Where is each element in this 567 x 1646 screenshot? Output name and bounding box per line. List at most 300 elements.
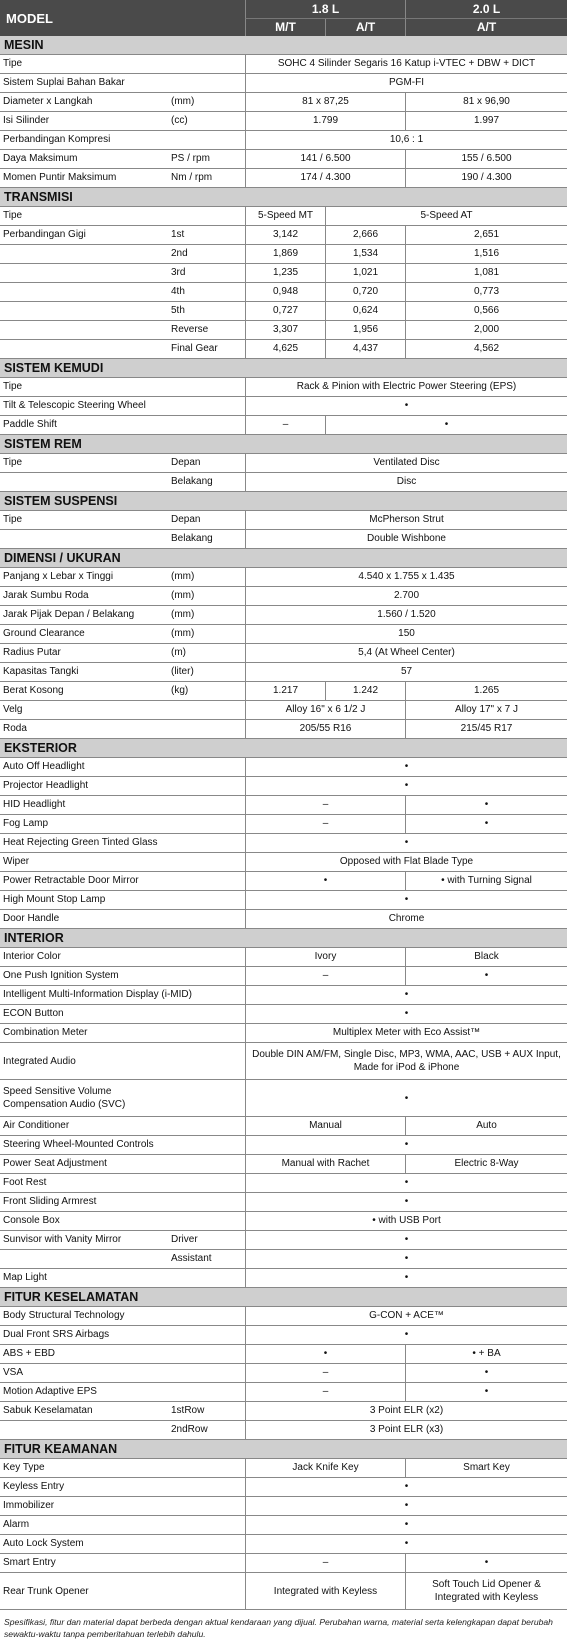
spec-unit [168, 1136, 245, 1154]
spec-unit [168, 891, 245, 909]
spec-label: Kapasitas Tangki [3, 666, 79, 677]
spec-value: 3,142 [245, 226, 325, 244]
spec-label: VSA [3, 1367, 24, 1378]
spec-label [0, 321, 168, 339]
model-header: MODEL [6, 10, 53, 26]
spec-label: Tipe [3, 514, 23, 525]
spec-unit [168, 1497, 245, 1515]
spec-label: Tipe [3, 381, 23, 392]
spec-unit: 4th [171, 286, 185, 297]
spec-unit [168, 1080, 245, 1116]
spec-value: 4,625 [245, 340, 325, 358]
spec-value: • [405, 796, 567, 814]
spec-label: Tipe [3, 58, 23, 69]
spec-value: • [245, 1174, 567, 1192]
spec-unit: Belakang [171, 476, 213, 487]
spec-unit [168, 1043, 245, 1079]
spec-row [0, 986, 567, 1005]
section-title: SISTEM SUSPENSI [0, 492, 567, 511]
spec-unit: 1stRow [171, 1405, 205, 1416]
spec-value: 1.242 [325, 682, 405, 700]
spec-row [0, 1212, 567, 1231]
spec-value: • [245, 986, 567, 1004]
spec-unit: PS / rpm [171, 153, 210, 164]
spec-label: Ground Clearance [3, 628, 85, 639]
spec-row [0, 1535, 567, 1554]
spec-label: Motion Adaptive EPS [3, 1386, 97, 1397]
spec-row [0, 1459, 567, 1478]
spec-value: 1,956 [325, 321, 405, 339]
spec-row [0, 1402, 567, 1421]
spec-row [0, 264, 567, 283]
spec-unit: (mm) [171, 571, 195, 582]
spec-value: 4.540 x 1.755 x 1.435 [245, 568, 567, 586]
spec-value: 1.997 [405, 112, 567, 130]
spec-unit [168, 416, 245, 434]
spec-value: • [245, 1080, 567, 1116]
spec-unit: 2nd [171, 248, 188, 259]
spec-value: 5-Speed AT [325, 207, 567, 225]
spec-value: 4,562 [405, 340, 567, 358]
spec-row [0, 1554, 567, 1573]
spec-value: • [405, 1364, 567, 1382]
spec-label: Rear Trunk Opener [3, 1585, 89, 1597]
spec-value: Manual [245, 1117, 405, 1135]
spec-label: Fog Lamp [3, 818, 49, 829]
spec-label: Isi Silinder [3, 115, 50, 126]
spec-value: 5,4 (At Wheel Center) [245, 644, 567, 662]
spec-value: 4,437 [325, 340, 405, 358]
spec-row [0, 416, 567, 435]
spec-row [0, 226, 567, 245]
spec-unit: Assistant [171, 1253, 212, 1264]
spec-label: Body Structural Technology [3, 1310, 125, 1321]
spec-row [0, 1478, 567, 1497]
spec-row [0, 644, 567, 663]
spec-label: Auto Lock System [3, 1538, 84, 1549]
spec-unit: Final Gear [171, 343, 218, 354]
spec-value: 1,235 [245, 264, 325, 282]
spec-value: G-CON + ACE™ [245, 1307, 567, 1325]
spec-row [0, 1516, 567, 1535]
spec-value: – [245, 1364, 405, 1382]
spec-label: Alarm [3, 1519, 30, 1530]
spec-label: Foot Rest [3, 1177, 47, 1188]
spec-unit [168, 1364, 245, 1382]
spec-unit: Depan [171, 514, 201, 525]
spec-row [0, 872, 567, 891]
spec-row [0, 910, 567, 929]
spec-row [0, 1043, 567, 1080]
spec-value: • [245, 397, 567, 415]
spec-row [0, 511, 567, 530]
spec-unit: (m) [171, 647, 186, 658]
engine-18-header: 1.8 L [245, 0, 405, 19]
spec-value: Ivory [245, 948, 405, 966]
spec-label: One Push Ignition System [3, 970, 119, 981]
spec-row [0, 1497, 567, 1516]
spec-label [0, 302, 168, 320]
spec-unit [168, 910, 245, 928]
spec-unit: (mm) [171, 609, 195, 620]
spec-row [0, 1136, 567, 1155]
spec-value: 1,516 [405, 245, 567, 263]
spec-value: • [245, 1326, 567, 1344]
spec-value: 3,307 [245, 321, 325, 339]
spec-value: – [245, 796, 405, 814]
spec-value: Manual with Rachet [245, 1155, 405, 1173]
spec-unit: Driver [171, 1234, 198, 1245]
spec-row [0, 1364, 567, 1383]
spec-value: Soft Touch Lid Opener & Integrated with Keyless [405, 1573, 567, 1609]
spec-unit [168, 131, 245, 149]
spec-unit [168, 853, 245, 871]
spec-unit [168, 378, 245, 396]
spec-unit [168, 1155, 245, 1173]
spec-row [0, 340, 567, 359]
spec-value: • [245, 834, 567, 852]
spec-row [0, 1383, 567, 1402]
spec-value: Opposed with Flat Blade Type [245, 853, 567, 871]
spec-value: Auto [405, 1117, 567, 1135]
spec-value: • [405, 967, 567, 985]
spec-unit [168, 701, 245, 719]
spec-label: Console Box [3, 1215, 60, 1226]
spec-value: 2.700 [245, 587, 567, 605]
spec-label: Tipe [3, 210, 23, 221]
spec-row [0, 245, 567, 264]
spec-label: Jarak Pijak Depan / Belakang [3, 609, 135, 620]
spec-value: Black [405, 948, 567, 966]
spec-row [0, 93, 567, 112]
spec-unit: (mm) [171, 590, 195, 601]
spec-value: • [245, 1535, 567, 1553]
spec-label: Momen Puntir Maksimum [3, 172, 117, 183]
spec-label: Tipe [3, 457, 23, 468]
spec-row [0, 473, 567, 492]
spec-unit [168, 948, 245, 966]
spec-label: Sistem Suplai Bahan Bakar [3, 77, 125, 88]
spec-value: • [245, 1345, 405, 1363]
spec-label: Perbandingan Gigi [3, 229, 86, 240]
spec-label: Door Handle [3, 913, 60, 924]
spec-value: • [245, 872, 405, 890]
spec-unit: Belakang [171, 533, 213, 544]
spec-value: • [245, 1005, 567, 1023]
spec-label [0, 530, 168, 548]
spec-value: 0,948 [245, 283, 325, 301]
spec-value: McPherson Strut [245, 511, 567, 529]
spec-label: Jarak Sumbu Roda [3, 590, 89, 601]
spec-row [0, 1080, 567, 1117]
spec-label: Smart Entry [3, 1557, 56, 1568]
spec-label: Key Type [3, 1462, 45, 1473]
spec-value: 1.560 / 1.520 [245, 606, 567, 624]
footnote: Spesifikasi, fitur dan material dapat berbeda dengan aktual kendaraan yang dijual. Perubahan warna, material serta kelengkapan dapat berubah sewaktu-waktu tanpa pemberitahuan terlebih dahulu. [4, 1617, 553, 1639]
spec-label: Sunvisor with Vanity Mirror [3, 1234, 122, 1245]
section-title: SISTEM REM [0, 435, 567, 454]
spec-row [0, 530, 567, 549]
spec-row [0, 112, 567, 131]
spec-unit: 3rd [171, 267, 186, 278]
spec-row [0, 720, 567, 739]
spec-value: 205/55 R16 [245, 720, 405, 738]
spec-row [0, 1117, 567, 1136]
spec-value: • + BA [405, 1345, 567, 1363]
spec-label: Velg [3, 704, 23, 715]
spec-label: Tilt & Telescopic Steering Wheel [3, 400, 146, 411]
spec-unit: Reverse [171, 324, 209, 335]
section-title: FITUR KEAMANAN [0, 1440, 567, 1459]
spec-value: Alloy 16" x 6 1/2 J [245, 701, 405, 719]
mt-header: M/T [245, 19, 325, 36]
spec-unit [168, 1193, 245, 1211]
spec-unit [168, 986, 245, 1004]
spec-label: Paddle Shift [3, 419, 57, 430]
spec-value: • with USB Port [245, 1212, 567, 1230]
spec-unit: (mm) [171, 628, 195, 639]
spec-unit: 2ndRow [171, 1424, 208, 1435]
spec-value: • [405, 815, 567, 833]
engine-20-header: 2.0 L [405, 0, 567, 19]
spec-label [0, 1421, 168, 1439]
spec-unit [168, 1326, 245, 1344]
spec-unit [168, 967, 245, 985]
spec-label: Air Conditioner [3, 1120, 70, 1131]
spec-label: Berat Kosong [3, 685, 64, 696]
spec-row [0, 1326, 567, 1345]
spec-row [0, 587, 567, 606]
section-title: DIMENSI / UKURAN [0, 549, 567, 568]
spec-row [0, 853, 567, 872]
spec-value: – [245, 967, 405, 985]
spec-label [0, 473, 168, 491]
spec-row [0, 834, 567, 853]
spec-unit [168, 1516, 245, 1534]
spec-label: Projector Headlight [3, 780, 89, 791]
spec-row [0, 967, 567, 986]
spec-row [0, 1174, 567, 1193]
spec-value: 81 x 96,90 [405, 93, 567, 111]
spec-value: • [405, 1383, 567, 1401]
spec-unit [168, 1117, 245, 1135]
section-title: TRANSMISI [0, 188, 567, 207]
spec-unit: (cc) [171, 115, 188, 126]
spec-row [0, 169, 567, 188]
spec-label: Auto Off Headlight [3, 761, 85, 772]
spec-label: Heat Rejecting Green Tinted Glass [3, 837, 158, 848]
spec-label [0, 283, 168, 301]
spec-value: • [245, 891, 567, 909]
spec-value: 174 / 4.300 [245, 169, 405, 187]
spec-unit [168, 1212, 245, 1230]
spec-row [0, 131, 567, 150]
spec-row [0, 1345, 567, 1364]
spec-value: Ventilated Disc [245, 454, 567, 472]
spec-value: 0,773 [405, 283, 567, 301]
spec-value: – [245, 815, 405, 833]
spec-row [0, 815, 567, 834]
spec-row [0, 891, 567, 910]
spec-value: 1.799 [245, 112, 405, 130]
spec-value: • [245, 1136, 567, 1154]
spec-label: Dual Front SRS Airbags [3, 1329, 110, 1340]
spec-unit [168, 1024, 245, 1042]
spec-unit [168, 1573, 245, 1609]
spec-value: Chrome [245, 910, 567, 928]
spec-value: 5-Speed MT [245, 207, 325, 225]
spec-row [0, 796, 567, 815]
spec-row [0, 1193, 567, 1212]
spec-row [0, 150, 567, 169]
spec-label: Radius Putar [3, 647, 61, 658]
spec-label [0, 264, 168, 282]
spec-unit [168, 1535, 245, 1553]
spec-label: Steering Wheel-Mounted Controls [3, 1139, 154, 1150]
section-title: MESIN [0, 36, 567, 55]
spec-unit [168, 872, 245, 890]
spec-value: 1,021 [325, 264, 405, 282]
spec-unit [168, 834, 245, 852]
spec-unit: Depan [171, 457, 201, 468]
spec-row [0, 454, 567, 473]
spec-row [0, 302, 567, 321]
spec-row [0, 1005, 567, 1024]
spec-row [0, 625, 567, 644]
spec-label: Map Light [3, 1272, 47, 1283]
spec-label: Keyless Entry [3, 1481, 65, 1492]
spec-row [0, 1024, 567, 1043]
section-title: INTERIOR [0, 929, 567, 948]
spec-value: Integrated with Keyless [245, 1573, 405, 1609]
spec-value: 2,651 [405, 226, 567, 244]
spec-label: ABS + EBD [3, 1348, 55, 1359]
spec-value: 0,727 [245, 302, 325, 320]
spec-value: Electric 8-Way [405, 1155, 567, 1173]
spec-value: • [245, 1231, 567, 1249]
spec-value: Double DIN AM/FM, Single Disc, MP3, WMA, AAC, USB + AUX Input, Made for iPod & iPhone [245, 1043, 567, 1079]
spec-row [0, 701, 567, 720]
spec-label: Sabuk Keselamatan [3, 1405, 93, 1416]
spec-value: 155 / 6.500 [405, 150, 567, 168]
spec-row [0, 777, 567, 796]
spec-label: Interior Color [3, 951, 61, 962]
spec-value: Multiplex Meter with Eco Assist™ [245, 1024, 567, 1042]
spec-unit [168, 796, 245, 814]
spec-unit [168, 1345, 245, 1363]
spec-row [0, 55, 567, 74]
spec-label: Perbandingan Kompresi [3, 134, 111, 145]
section-title: SISTEM KEMUDI [0, 359, 567, 378]
spec-label: HID Headlight [3, 799, 66, 810]
spec-row [0, 1250, 567, 1269]
section-title: EKSTERIOR [0, 739, 567, 758]
spec-row [0, 1231, 567, 1250]
spec-label: Integrated Audio [3, 1055, 76, 1067]
spec-label [0, 1250, 168, 1268]
spec-value: – [245, 416, 325, 434]
spec-row [0, 948, 567, 967]
spec-label: Roda [3, 723, 27, 734]
spec-value: – [245, 1383, 405, 1401]
spec-label [0, 340, 168, 358]
spec-unit: 5th [171, 305, 185, 316]
spec-unit [168, 207, 245, 225]
spec-row [0, 1155, 567, 1174]
spec-row [0, 397, 567, 416]
spec-value: Smart Key [405, 1459, 567, 1477]
spec-value: 2,000 [405, 321, 567, 339]
table-header [0, 0, 567, 36]
spec-value: • [245, 777, 567, 795]
spec-value: • [245, 1250, 567, 1268]
spec-value: • [245, 1269, 567, 1287]
spec-unit [168, 397, 245, 415]
spec-label: Immobilizer [3, 1500, 55, 1511]
spec-row [0, 1573, 567, 1610]
spec-value: Double Wishbone [245, 530, 567, 548]
spec-value: Alloy 17" x 7 J [405, 701, 567, 719]
spec-value: 1,081 [405, 264, 567, 282]
spec-label: ECON Button [3, 1008, 64, 1019]
spec-unit [168, 1383, 245, 1401]
section-title: FITUR KESELAMATAN [0, 1288, 567, 1307]
spec-value: • with Turning Signal [405, 872, 567, 890]
spec-label: Wiper [3, 856, 30, 867]
spec-unit [168, 1174, 245, 1192]
spec-unit [168, 758, 245, 776]
at-header: A/T [325, 19, 405, 36]
spec-value: 190 / 4.300 [405, 169, 567, 187]
spec-value: SOHC 4 Silinder Segaris 16 Katup i-VTEC + DBW + DICT [245, 55, 567, 73]
spec-value: – [245, 1554, 405, 1572]
spec-row [0, 1421, 567, 1440]
spec-row [0, 663, 567, 682]
spec-unit: Nm / rpm [171, 172, 213, 183]
spec-label: Power Retractable Door Mirror [3, 875, 139, 886]
spec-value: • [245, 1478, 567, 1496]
spec-value: 2,666 [325, 226, 405, 244]
at2-header: A/T [405, 19, 567, 36]
spec-row [0, 1269, 567, 1288]
spec-value: 1,534 [325, 245, 405, 263]
spec-row [0, 74, 567, 93]
spec-unit [168, 1005, 245, 1023]
spec-value: 3 Point ELR (x3) [245, 1421, 567, 1439]
spec-label [0, 245, 168, 263]
spec-value: 0,624 [325, 302, 405, 320]
spec-label: Daya Maksimum [3, 153, 78, 164]
spec-row [0, 321, 567, 340]
spec-value: 141 / 6.500 [245, 150, 405, 168]
spec-unit [168, 1478, 245, 1496]
spec-value: • [325, 416, 567, 434]
spec-value: 10,6 : 1 [245, 131, 567, 149]
spec-unit [168, 777, 245, 795]
spec-unit: (mm) [171, 96, 195, 107]
spec-label: Panjang x Lebar x Tinggi [3, 571, 114, 582]
spec-row [0, 758, 567, 777]
spec-value: • [245, 1193, 567, 1211]
spec-value: 81 x 87,25 [245, 93, 405, 111]
spec-unit [168, 1554, 245, 1572]
spec-value: • [405, 1554, 567, 1572]
spec-value: • [245, 758, 567, 776]
spec-value: • [245, 1497, 567, 1515]
spec-body [0, 36, 567, 1610]
spec-value: Jack Knife Key [245, 1459, 405, 1477]
spec-label: Speed Sensitive Volume Compensation Audio (SVC) [3, 1086, 126, 1110]
